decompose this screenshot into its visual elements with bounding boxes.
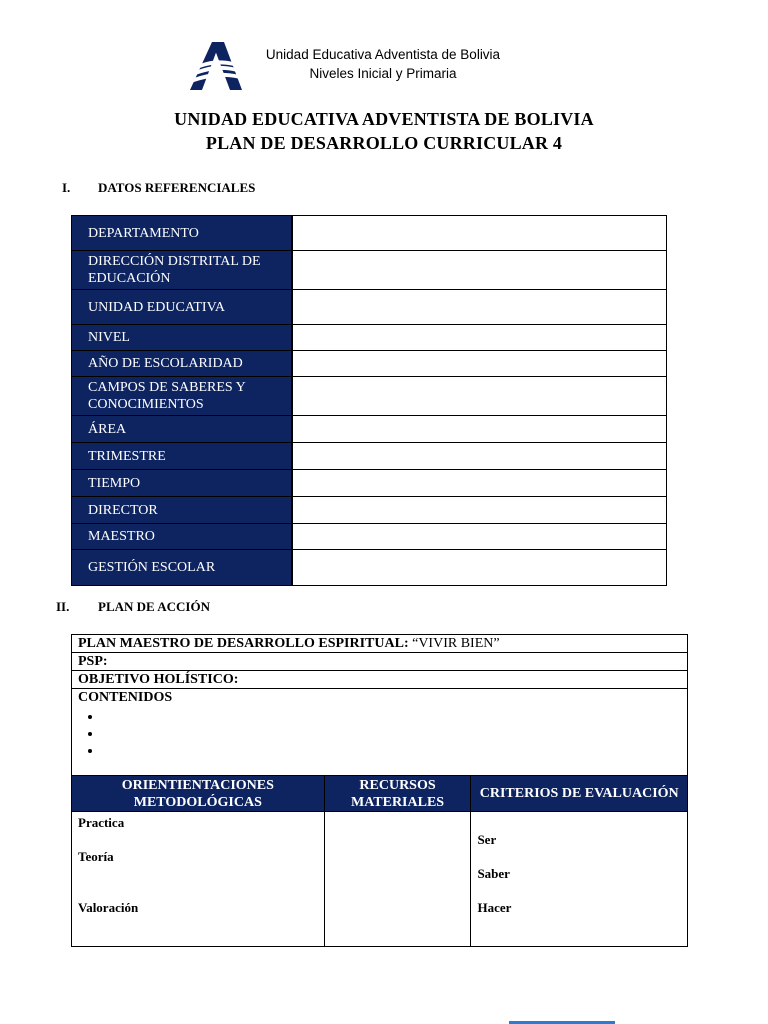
- ref-label: TRIMESTRE: [72, 443, 293, 470]
- criteria-item-hacer: Hacer: [477, 900, 512, 915]
- page-subtitle: PLAN DE DESARROLLO CURRICULAR 4: [205, 133, 563, 153]
- section-number: II.: [56, 599, 70, 614]
- contents-list: [78, 708, 681, 759]
- ref-label: GESTIÓN ESCOLAR: [72, 550, 293, 586]
- criteria-item-saber: Saber: [477, 866, 510, 881]
- ref-label: TIEMPO: [72, 470, 293, 497]
- ref-label: MAESTRO: [72, 524, 293, 550]
- ref-label: CAMPOS DE SABERES Y CONOCIMIENTOS: [72, 377, 293, 416]
- column-header-methodology: ORIENTIENTACIONES METODOLÓGICAS: [72, 776, 325, 812]
- list-item[interactable]: [102, 725, 681, 742]
- ref-value-field[interactable]: [292, 497, 667, 524]
- section-number: I.: [62, 180, 71, 195]
- contents-label: CONTENIDOS: [78, 690, 173, 705]
- spiritual-plan-value: “VIVIR BIEN”: [412, 636, 500, 651]
- ref-label: DEPARTAMENTO: [72, 216, 293, 251]
- spiritual-plan-row[interactable]: [72, 635, 688, 653]
- spiritual-plan-label: PLAN MAESTRO DE DESARROLLO ESPIRITUAL:: [78, 636, 409, 651]
- school-name: Unidad Educativa Adventista de Bolivia: [265, 47, 501, 62]
- adventist-logo-icon: [190, 42, 242, 90]
- methodology-item-theory: Teoría: [78, 849, 114, 864]
- ref-label: NIVEL: [72, 325, 293, 351]
- list-item[interactable]: [102, 742, 681, 759]
- ref-label: UNIDAD EDUCATIVA: [72, 290, 293, 325]
- ref-value-field[interactable]: [292, 290, 667, 325]
- criteria-cell[interactable]: [471, 812, 688, 947]
- methodology-item-valuation: Valoración: [78, 900, 139, 915]
- ref-value-field[interactable]: [292, 216, 667, 251]
- list-item[interactable]: [102, 708, 681, 725]
- ref-value-field[interactable]: [292, 416, 667, 443]
- criteria-item-ser: Ser: [477, 832, 497, 847]
- ref-value-field[interactable]: [292, 443, 667, 470]
- objective-row[interactable]: OBJETIVO HOLÍSTICO:: [72, 671, 688, 689]
- ref-value-field[interactable]: [292, 325, 667, 351]
- ref-value-field[interactable]: [292, 550, 667, 586]
- page-title: UNIDAD EDUCATIVA ADVENTISTA DE BOLIVIA: [174, 109, 594, 129]
- column-header-criteria: CRITERIOS DE EVALUACIÓN: [471, 776, 688, 812]
- ref-value-field[interactable]: [292, 251, 667, 290]
- methodology-item-practice: Practica: [78, 815, 125, 830]
- column-header-resources: RECURSOS MATERIALES: [324, 776, 471, 812]
- ref-value-field[interactable]: [292, 377, 667, 416]
- ref-label: ÁREA: [72, 416, 293, 443]
- ref-label: DIRECTOR: [72, 497, 293, 524]
- section-title: DATOS REFERENCIALES: [98, 180, 256, 195]
- section-title: PLAN DE ACCIÓN: [98, 599, 210, 614]
- section-heading-action-plan: [56, 599, 210, 615]
- methodology-cell[interactable]: [72, 812, 325, 947]
- contents-row[interactable]: [72, 689, 688, 776]
- ref-label: AÑO DE ESCOLARIDAD: [72, 351, 293, 377]
- section-heading-referential: [62, 180, 255, 196]
- action-plan-table: [71, 634, 688, 947]
- ref-value-field[interactable]: [292, 351, 667, 377]
- referential-data-table: [71, 215, 667, 586]
- ref-value-field[interactable]: [292, 524, 667, 550]
- resources-cell[interactable]: [324, 812, 471, 947]
- school-levels: Niveles Inicial y Primaria: [309, 66, 457, 81]
- psp-row[interactable]: PSP:: [72, 653, 688, 671]
- ref-label: DIRECCIÓN DISTRITAL DE EDUCACIÓN: [72, 251, 293, 290]
- ref-value-field[interactable]: [292, 470, 667, 497]
